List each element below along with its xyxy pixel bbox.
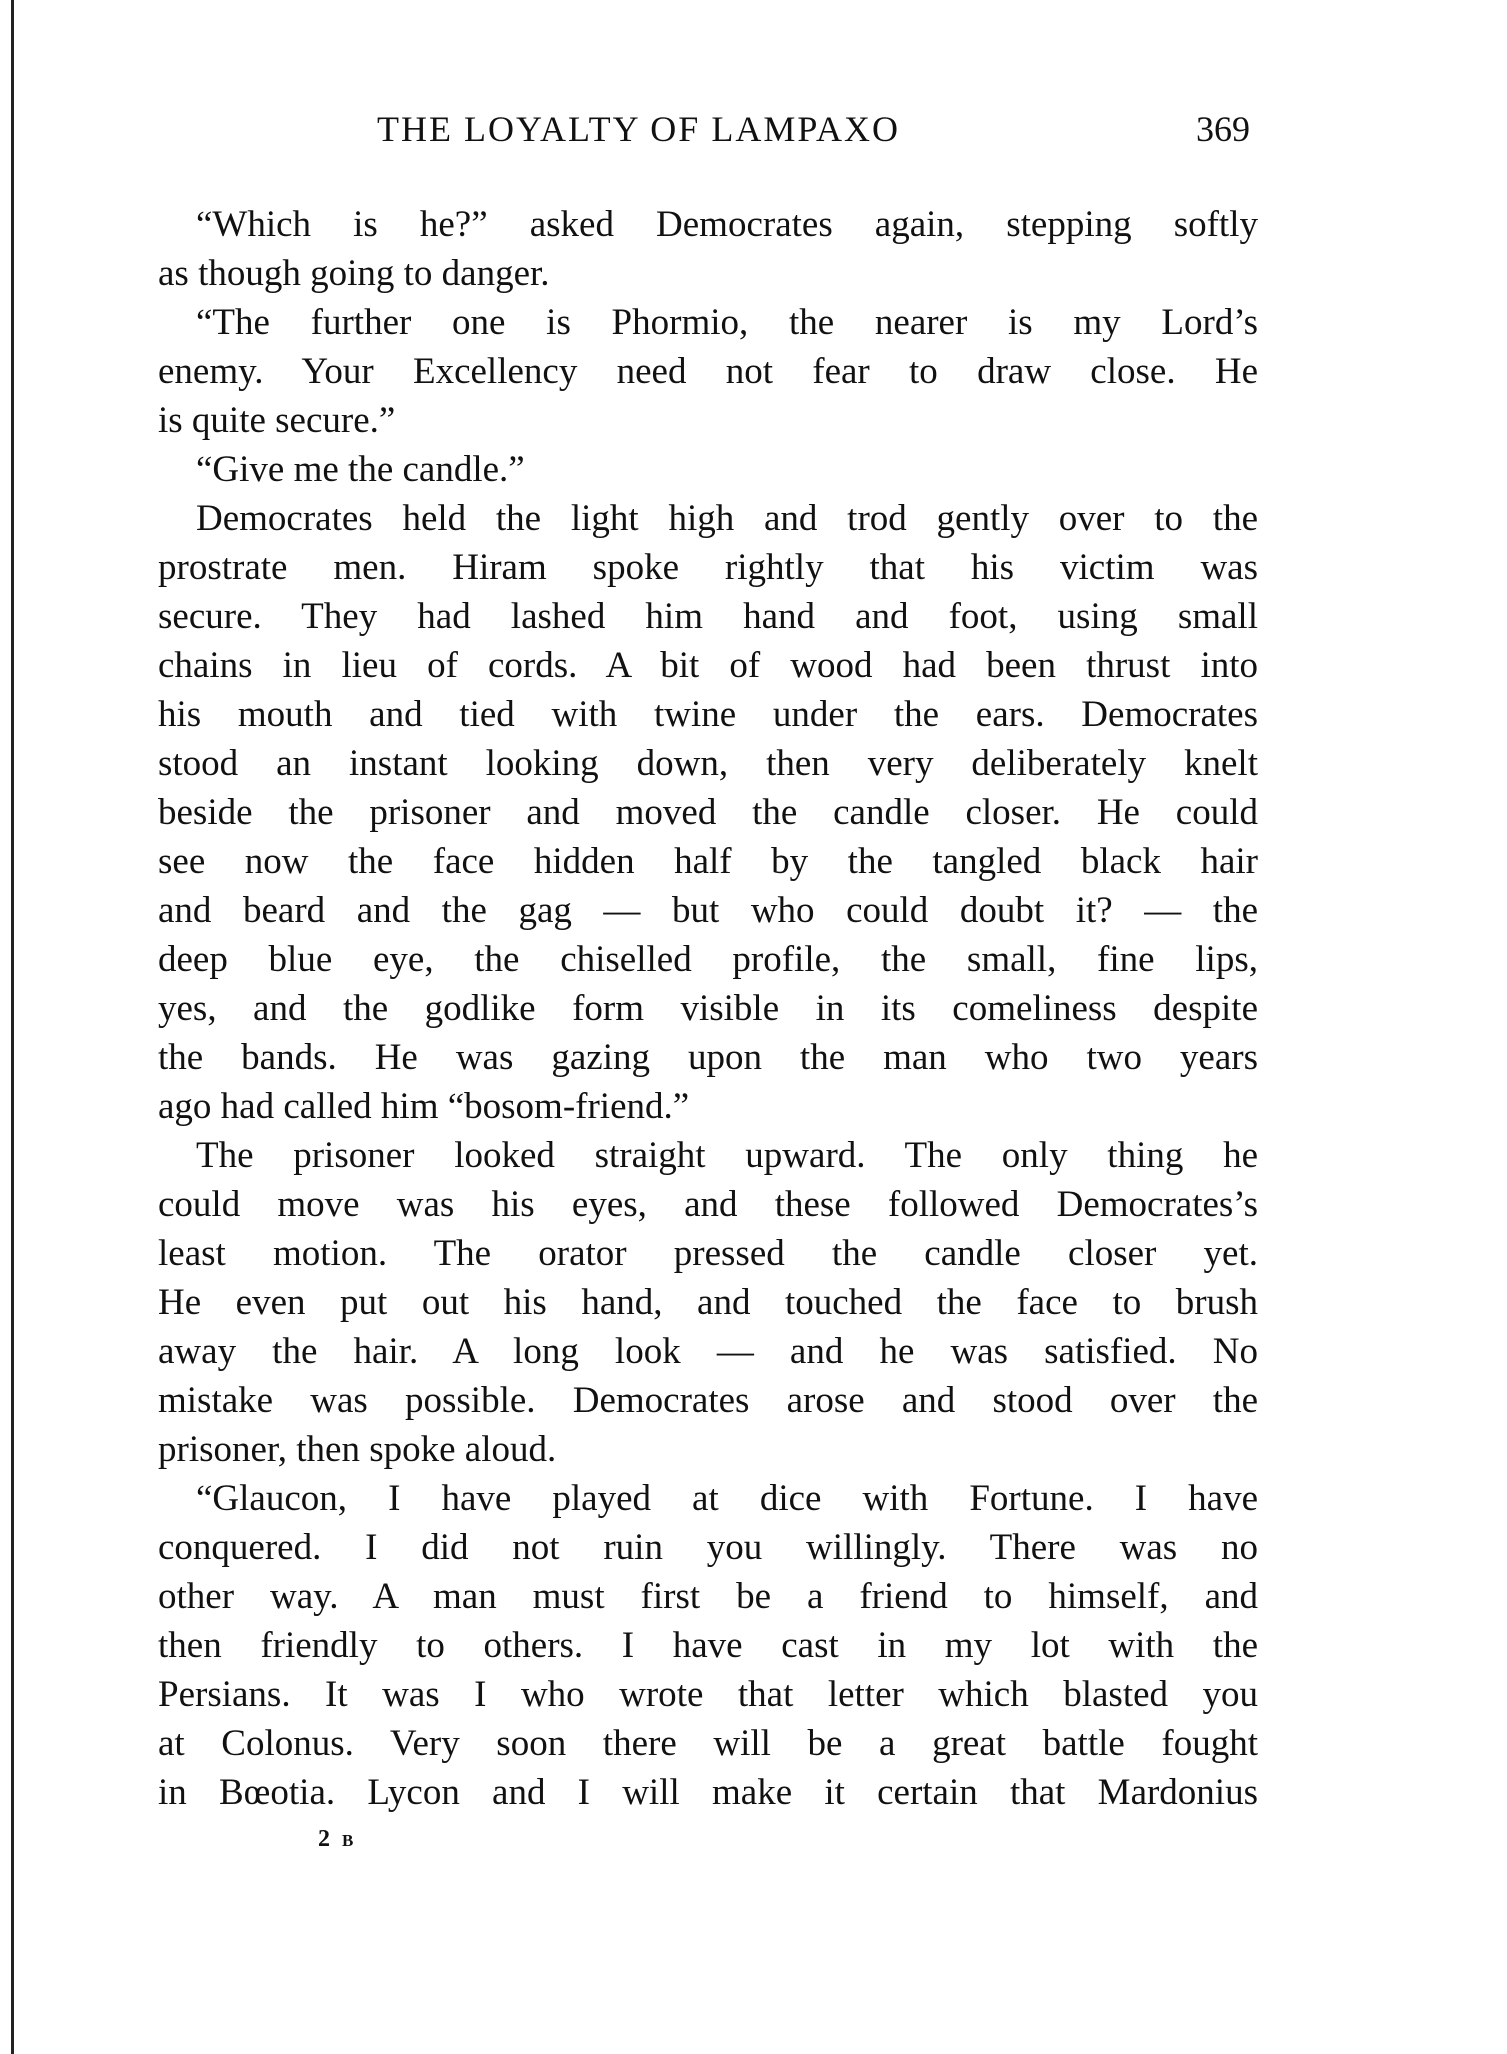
paragraph <box>158 445 1258 494</box>
text-line: then friendly to others. I have cast in my lot with the <box>158 1625 1258 1666</box>
text-line: and beard and the gag — but who could doubt it? — the <box>158 890 1258 931</box>
text-line: “Which is he?” asked Democrates again, stepping softly <box>196 204 1258 245</box>
text-line: could move was his eyes, and these followed Democrates’s <box>158 1184 1258 1225</box>
text-line: yes, and the godlike form visible in its comeliness despite <box>158 988 1258 1029</box>
text-line: chains in lieu of cords. A bit of wood had been thrust into <box>158 645 1258 686</box>
text-line: Democrates held the light high and trod gently over to the <box>196 498 1258 539</box>
running-head-title: THE LOYALTY OF LAMPAXO <box>377 109 901 149</box>
text-line: “The further one is Phormio, the nearer is my Lord’s <box>196 302 1258 343</box>
text-line: stood an instant looking down, then very deliberately knelt <box>158 743 1258 784</box>
signature-number: 2 <box>318 1826 333 1852</box>
paragraph <box>158 200 1258 298</box>
text-line: He even put out his hand, and touched the face to brush <box>158 1282 1258 1323</box>
text-line: in Bœotia. Lycon and I will make it certain that Mardonius <box>158 1772 1258 1813</box>
text-line: “Give me the candle.” <box>196 449 525 490</box>
text-line: as though going to danger. <box>158 253 550 294</box>
text-line: mistake was possible. Democrates arose and stood over the <box>158 1380 1258 1421</box>
page-number: 369 <box>1196 109 1250 149</box>
text-line: the bands. He was gazing upon the man who two years <box>158 1037 1258 1078</box>
text-line: prostrate men. Hiram spoke rightly that his victim was <box>158 547 1258 588</box>
paragraph <box>158 1131 1258 1474</box>
text-line: conquered. I did not ruin you willingly. There was no <box>158 1527 1258 1568</box>
text-line: is quite secure.” <box>158 400 396 441</box>
text-line: deep blue eye, the chiselled profile, the small, fine lips, <box>158 939 1258 980</box>
text-line: his mouth and tied with twine under the ears. Democrates <box>158 694 1258 735</box>
signature-letter: B <box>342 1831 357 1850</box>
text-line: see now the face hidden half by the tangled black hair <box>158 841 1258 882</box>
text-line: enemy. Your Excellency need not fear to draw close. He <box>158 351 1258 392</box>
paragraph <box>158 298 1258 445</box>
page-binding-edge <box>11 0 14 2054</box>
paragraph <box>158 1474 1258 1817</box>
text-line: The prisoner looked straight upward. The only thing he <box>196 1135 1258 1176</box>
signature-mark <box>318 1826 356 1853</box>
text-line: other way. A man must first be a friend to himself, and <box>158 1576 1258 1617</box>
text-line: least motion. The orator pressed the candle closer yet. <box>158 1233 1258 1274</box>
text-line: ago had called him “bosom-friend.” <box>158 1086 690 1127</box>
text-line: at Colonus. Very soon there will be a great battle fought <box>158 1723 1258 1764</box>
text-line: Persians. It was I who wrote that letter which blasted you <box>158 1674 1258 1715</box>
text-line: “Glaucon, I have played at dice with Fortune. I have <box>196 1478 1258 1519</box>
text-line: beside the prisoner and moved the candle closer. He could <box>158 792 1258 833</box>
text-line: secure. They had lashed him hand and foot, using small <box>158 596 1258 637</box>
body-text <box>158 200 1258 1817</box>
paragraph <box>158 494 1258 1131</box>
text-line: prisoner, then spoke aloud. <box>158 1429 557 1470</box>
text-line: away the hair. A long look — and he was satisfied. No <box>158 1331 1258 1372</box>
